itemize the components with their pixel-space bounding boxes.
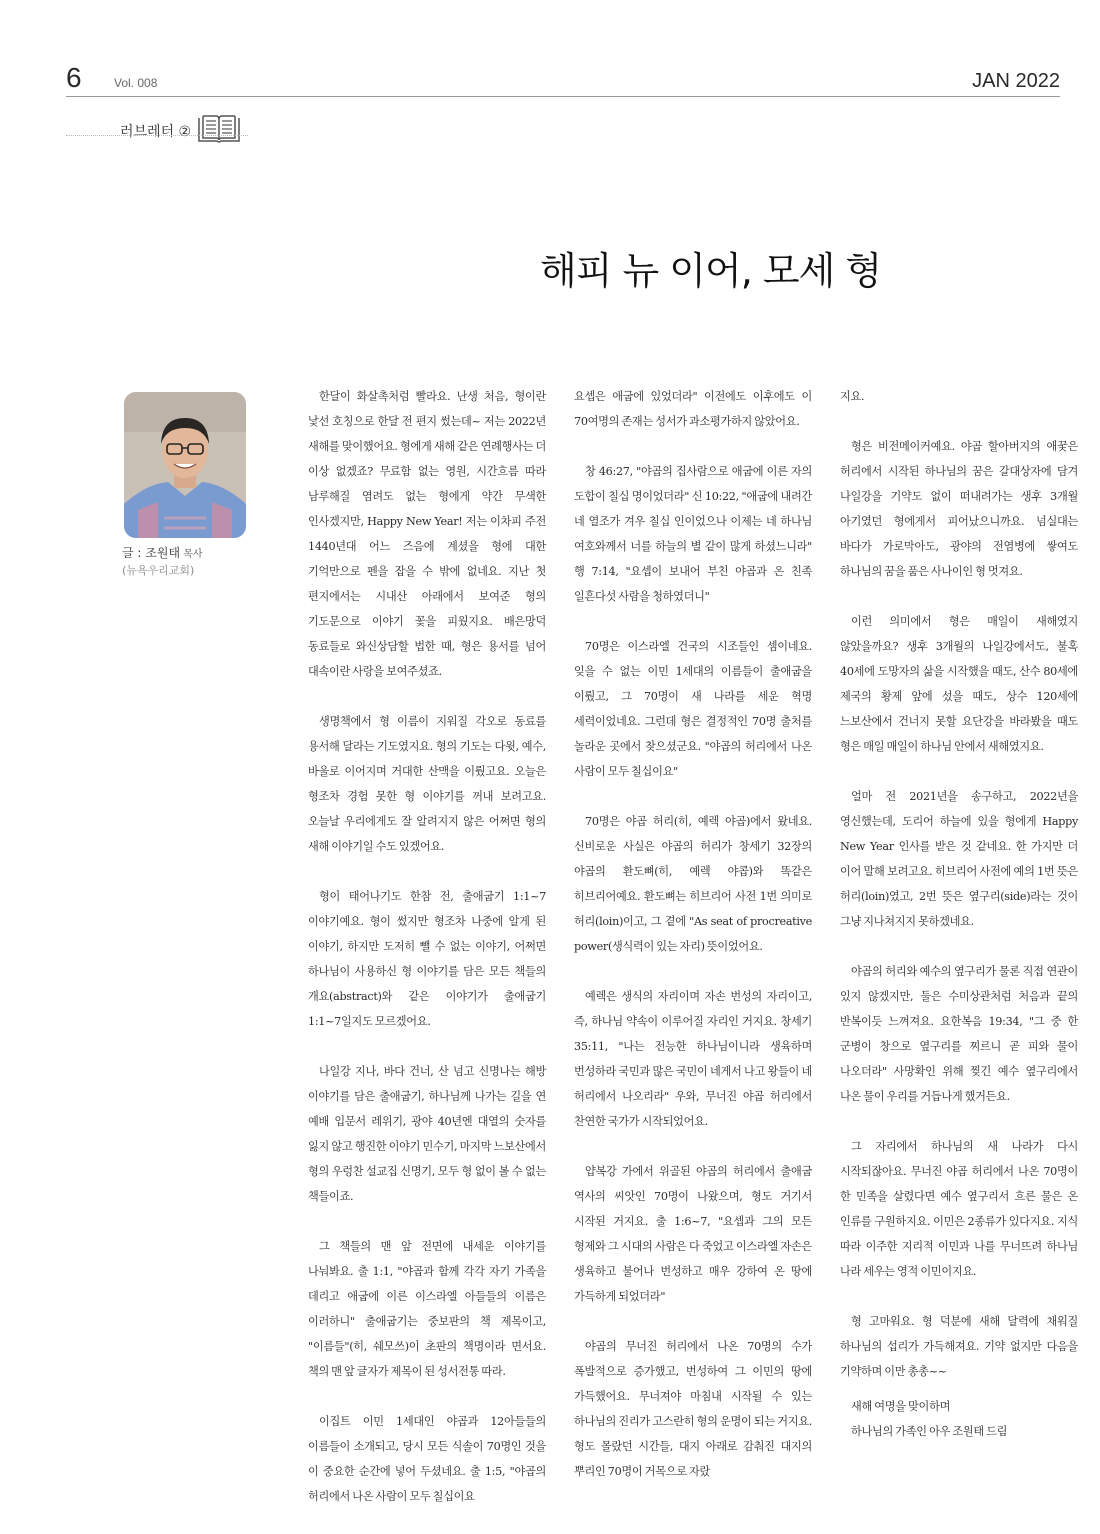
paragraph: 생명책에서 형 이름이 지워질 각오로 동료를 용서해 달라는 기도였지요. 형의 기도는 다윗, 예수, 바울로 이어지며 거대한 산맥을 이뤘고요. 오늘은 형조차 경험 못한 형 이야기를 꺼내 보려고요. 오늘날 우리에게도 잘 알려지지 않은 어쩌면 형의 새해 이야기일 수도 있겠어요.	[308, 715, 546, 853]
issue-date: JAN 2022	[972, 70, 1060, 92]
paragraph: 얍복강 가에서 위골된 야곱의 허리에서 출애굽 역사의 씨앗인 70명이 나왔으며, 형도 거기서 시작된 거지요. 출 1:6~7, "요셉과 그의 모든 형제와 그 시대의 사람은 다 죽었고 이스라엘 자손은 생육하고 불어나 번성하고 매우 강하여 온 땅에 가득하게 되었더라"	[574, 1165, 812, 1303]
paragraph: 예렉은 생식의 자리이며 자손 번성의 자리이고, 즉, 하나님 약속이 이루어질 자리인 거지요. 창세기 35:11, "나는 전능한 하나님이니라 생육하며 번성하라 국민과 많은 국민이 네게서 나고 왕들이 네 허리에서 나오리라" 우와, 무너진 야곱 허리에서 찬연한 국가가 시작되었어요.	[574, 990, 812, 1128]
paragraph: 70명은 야곱 허리(히, 예렉 야곱)에서 왔네요. 신비로운 사실은 야곱의 허리가 창세기 32장의 야곱의 환도뼈(히, 예렉 야콥)와 똑같은 히브리어예요. 환도뼈는 히브리어 사전 1번 의미로 허리(loin)이고, 그 곁에 "As seat of procreative power(생식력이 있는 자리) 뜻이었어요.	[574, 815, 812, 953]
paragraph: 형은 비전메이커예요. 야곱 할아버지의 애꿎은 허리에서 시작된 하나님의 꿈은 갈대상자에 담겨 나일강을 기약도 없이 떠내려가는 생후 3개월 아기였던 형에게서 피어났으니까요. 넘실대는 바다가 가로막아도, 광야의 전염병에 쌓여도 하나님의 꿈을 품은 사나이인 형 멋져요.	[840, 440, 1078, 578]
paragraph: 이집트 이민 1세대인 야곱과 12아들들의 이름들이 소개되고, 당시 모든 식솔이 70명인 것을 이 중요한 순간에 넣어 두셨네요. 출 1:5, "야곱의 허리에서 나온 사람이 모두 칠십이요	[308, 1415, 546, 1503]
paragraph: 창 46:27, "야곱의 집사람으로 애굽에 이른 자의 도합이 칠십 명이었더라" 신 10:22, "애굽에 내려간 네 열조가 겨우 칠십 인이었으나 이제는 네 하나님 여호와께서 너를 하늘의 별 같이 많게 하셨느니라" 행 7:14, "요셉이 보내어 부친 야곱과 온 친족 일흔다섯 사람을 청하였더니"	[574, 465, 812, 603]
paragraph: 지요.	[840, 390, 865, 403]
column-3	[840, 384, 1078, 1534]
section-divider	[66, 135, 248, 136]
page-number: 6	[66, 62, 82, 93]
author-byline	[122, 545, 203, 579]
paragraph: 그 책들의 맨 앞 전면에 내세운 이야기를 나눠봐요. 출 1:1, "야곱과 함께 각각 자기 가족을 데리고 애굽에 이른 이스라엘 아들들의 이름은 이러하니" 출애굽기는 중보판의 책 제목이고, "이름들"(히, 쉐모쓰)이 초판의 책명이라 면서요. 책의 맨 앞 글자가 제목이 된 성서전통 따라.	[308, 1240, 546, 1378]
author-name: 조원태	[145, 546, 181, 560]
author-prefix: 글 :	[122, 546, 146, 560]
open-book-icon	[197, 114, 241, 148]
paragraph: 형 고마워요. 형 덕분에 새해 달력에 채워질 하나님의 섭리가 가득해져요. 기약 없지만 다음을 기약하며 이만 총총~~	[840, 1315, 1078, 1378]
paragraph: 한달이 화살촉처럼 빨라요. 난생 처음, 형이란 낯선 호칭으로 한달 전 편지 썼는데~ 저는 2022년 새해를 맞이했어요. 형에게 새해 같은 연례행사는 더 이상 없겠죠? 무료함 없는 영원, 시간흐름 따라 남루해질 염려도 없는 형에게 약간 무색한 인사겠지만, Happy New Year! 저는 이차피 주전 1440년대 어느 즈음에 계셨을 형에 대한 기억만으로 펜을 잡을 수 밖에 없네요. 지난 첫 편지에서는 시내산 아래에서 보여준 형의 기도문으로 이야기 꽃을 피웠지요. 배은망덕 동료들로 와신상담할 법한 때, 형은 용서를 넘어 대속이란 사랑을 보여주셨죠.	[308, 390, 546, 678]
signature-line-2: 하나님의 가족인 아우 조원태 드림	[851, 1425, 1008, 1438]
paragraph: 나일강 지나, 바다 건너, 산 넘고 신명나는 해방 이야기를 담은 출애굽기, 하나님께 나가는 길을 연 예배 입문서 레위기, 광야 40년엔 대열의 숫자를 잃지 않고 행진한 이야기 민수기, 마지막 느보산에서 형의 우렁찬 설교집 신명기, 모두 형 없이 볼 수 없는 책들이죠.	[308, 1065, 546, 1203]
author-name-line	[122, 545, 203, 563]
paragraph: 그 자리에서 하나님의 새 나라가 다시 시작되잖아요. 무너진 야곱 허리에서 나온 70명이 한 민족을 살렸다면 예수 옆구리서 흐른 물은 온 인류를 구원하지요. 이민은 2종류가 있다지요. 지식 따라 이주한 지리적 이민과 나를 무너뜨려 하나님 나라 세우는 영적 이민이지요.	[840, 1140, 1078, 1278]
section-header	[120, 114, 241, 148]
author-church: (뉴욕우리교회)	[122, 564, 195, 577]
column-2	[574, 384, 812, 1534]
paragraph: 야곱의 허리와 예수의 옆구리가 물론 직접 연관이 있지 않겠지만, 둘은 수미상관처럼 처음과 끝의 반복이듯 느껴져요. 요한복음 19:34, "그 중 한 군병이 창으로 옆구리를 찌르니 곧 피와 물이 나오더라" 사망확인 위해 찢긴 예수 옆구리에서 나온 물이 우리를 거듭나게 했거든요.	[840, 965, 1078, 1103]
paragraph: 야곱의 무너진 허리에서 나온 70명의 수가 폭발적으로 증가했고, 번성하여 그 이민의 땅에 가득했어요. 무너져야 마침내 시작될 수 있는 하나님의 진리가 고스란히 형의 운명이 되는 거지요. 형도 몰랐던 시간들, 대지 아래로 감춰진 대지의 뿌리인 70명이 거목으로 자랐	[574, 1340, 812, 1478]
signature-line-1: 새해 여명을 맞이하며	[851, 1400, 951, 1413]
paragraph: 이런 의미에서 형은 매일이 새해였지 않았을까요? 생후 3개월의 나일강에서도, 불혹 40세에 도망자의 삶을 시작했을 때도, 산수 80세에 제국의 황제 앞에 섰을 때도, 상수 120세에 느보산에서 건너지 못할 요단강을 바라봤을 때도 형은 매일 매일이 하나님 안에서 새해였지요.	[840, 615, 1078, 753]
paragraph: 형이 태어나기도 한참 전, 출애굽기 1:1~7 이야기예요. 형이 썼지만 형조차 나중에 알게 된 이야기, 하지만 도저히 뺄 수 없는 이야기, 어쩌면 하나님이 사용하신 형 이야기를 담은 모든 책들의 개요(abstract)와 같은 이야기가 출애굽기 1:1~7일지도 모르겠어요.	[308, 890, 546, 1028]
article-title: 해피 뉴 이어, 모세 형	[540, 249, 882, 293]
author-photo	[124, 392, 246, 538]
section-label: 러브레터 ②	[120, 124, 192, 140]
paragraph: 얼마 전 2021년을 송구하고, 2022년을 영신했는데, 도리어 하늘에 있을 형에게 Happy New Year 인사를 받은 것 같네요. 한 가지만 더 이어 말해 보려고요. 히브리어 사전에 예의 1번 뜻은 허리(loin)였고, 2번 뜻은 옆구리(side)라는 것이 그냥 지나쳐지지 못하겠네요.	[840, 790, 1078, 928]
header-rule	[66, 96, 1060, 97]
column-1	[308, 384, 546, 1534]
author-role: 목사	[180, 549, 203, 560]
paragraph: 70명은 이스라엘 건국의 시조들인 셈이네요. 잊을 수 없는 이민 1세대의 이름들이 출애굽을 이뤘고, 그 70명이 새 나라를 세운 혁명 세력이었네요. 그런데 형은 결정적인 70명 출처를 놀라운 곳에서 찾으셨군요. "야곱의 허리에서 나온 사람이 모두 칠십이요"	[574, 640, 812, 778]
article-body	[308, 384, 1078, 1534]
volume-label: Vol. 008	[114, 76, 158, 90]
paragraph: 요셉은 애굽에 있었더라" 이전에도 이후에도 이 70여명의 존재는 성서가 과소평가하지 않았어요.	[574, 390, 812, 428]
